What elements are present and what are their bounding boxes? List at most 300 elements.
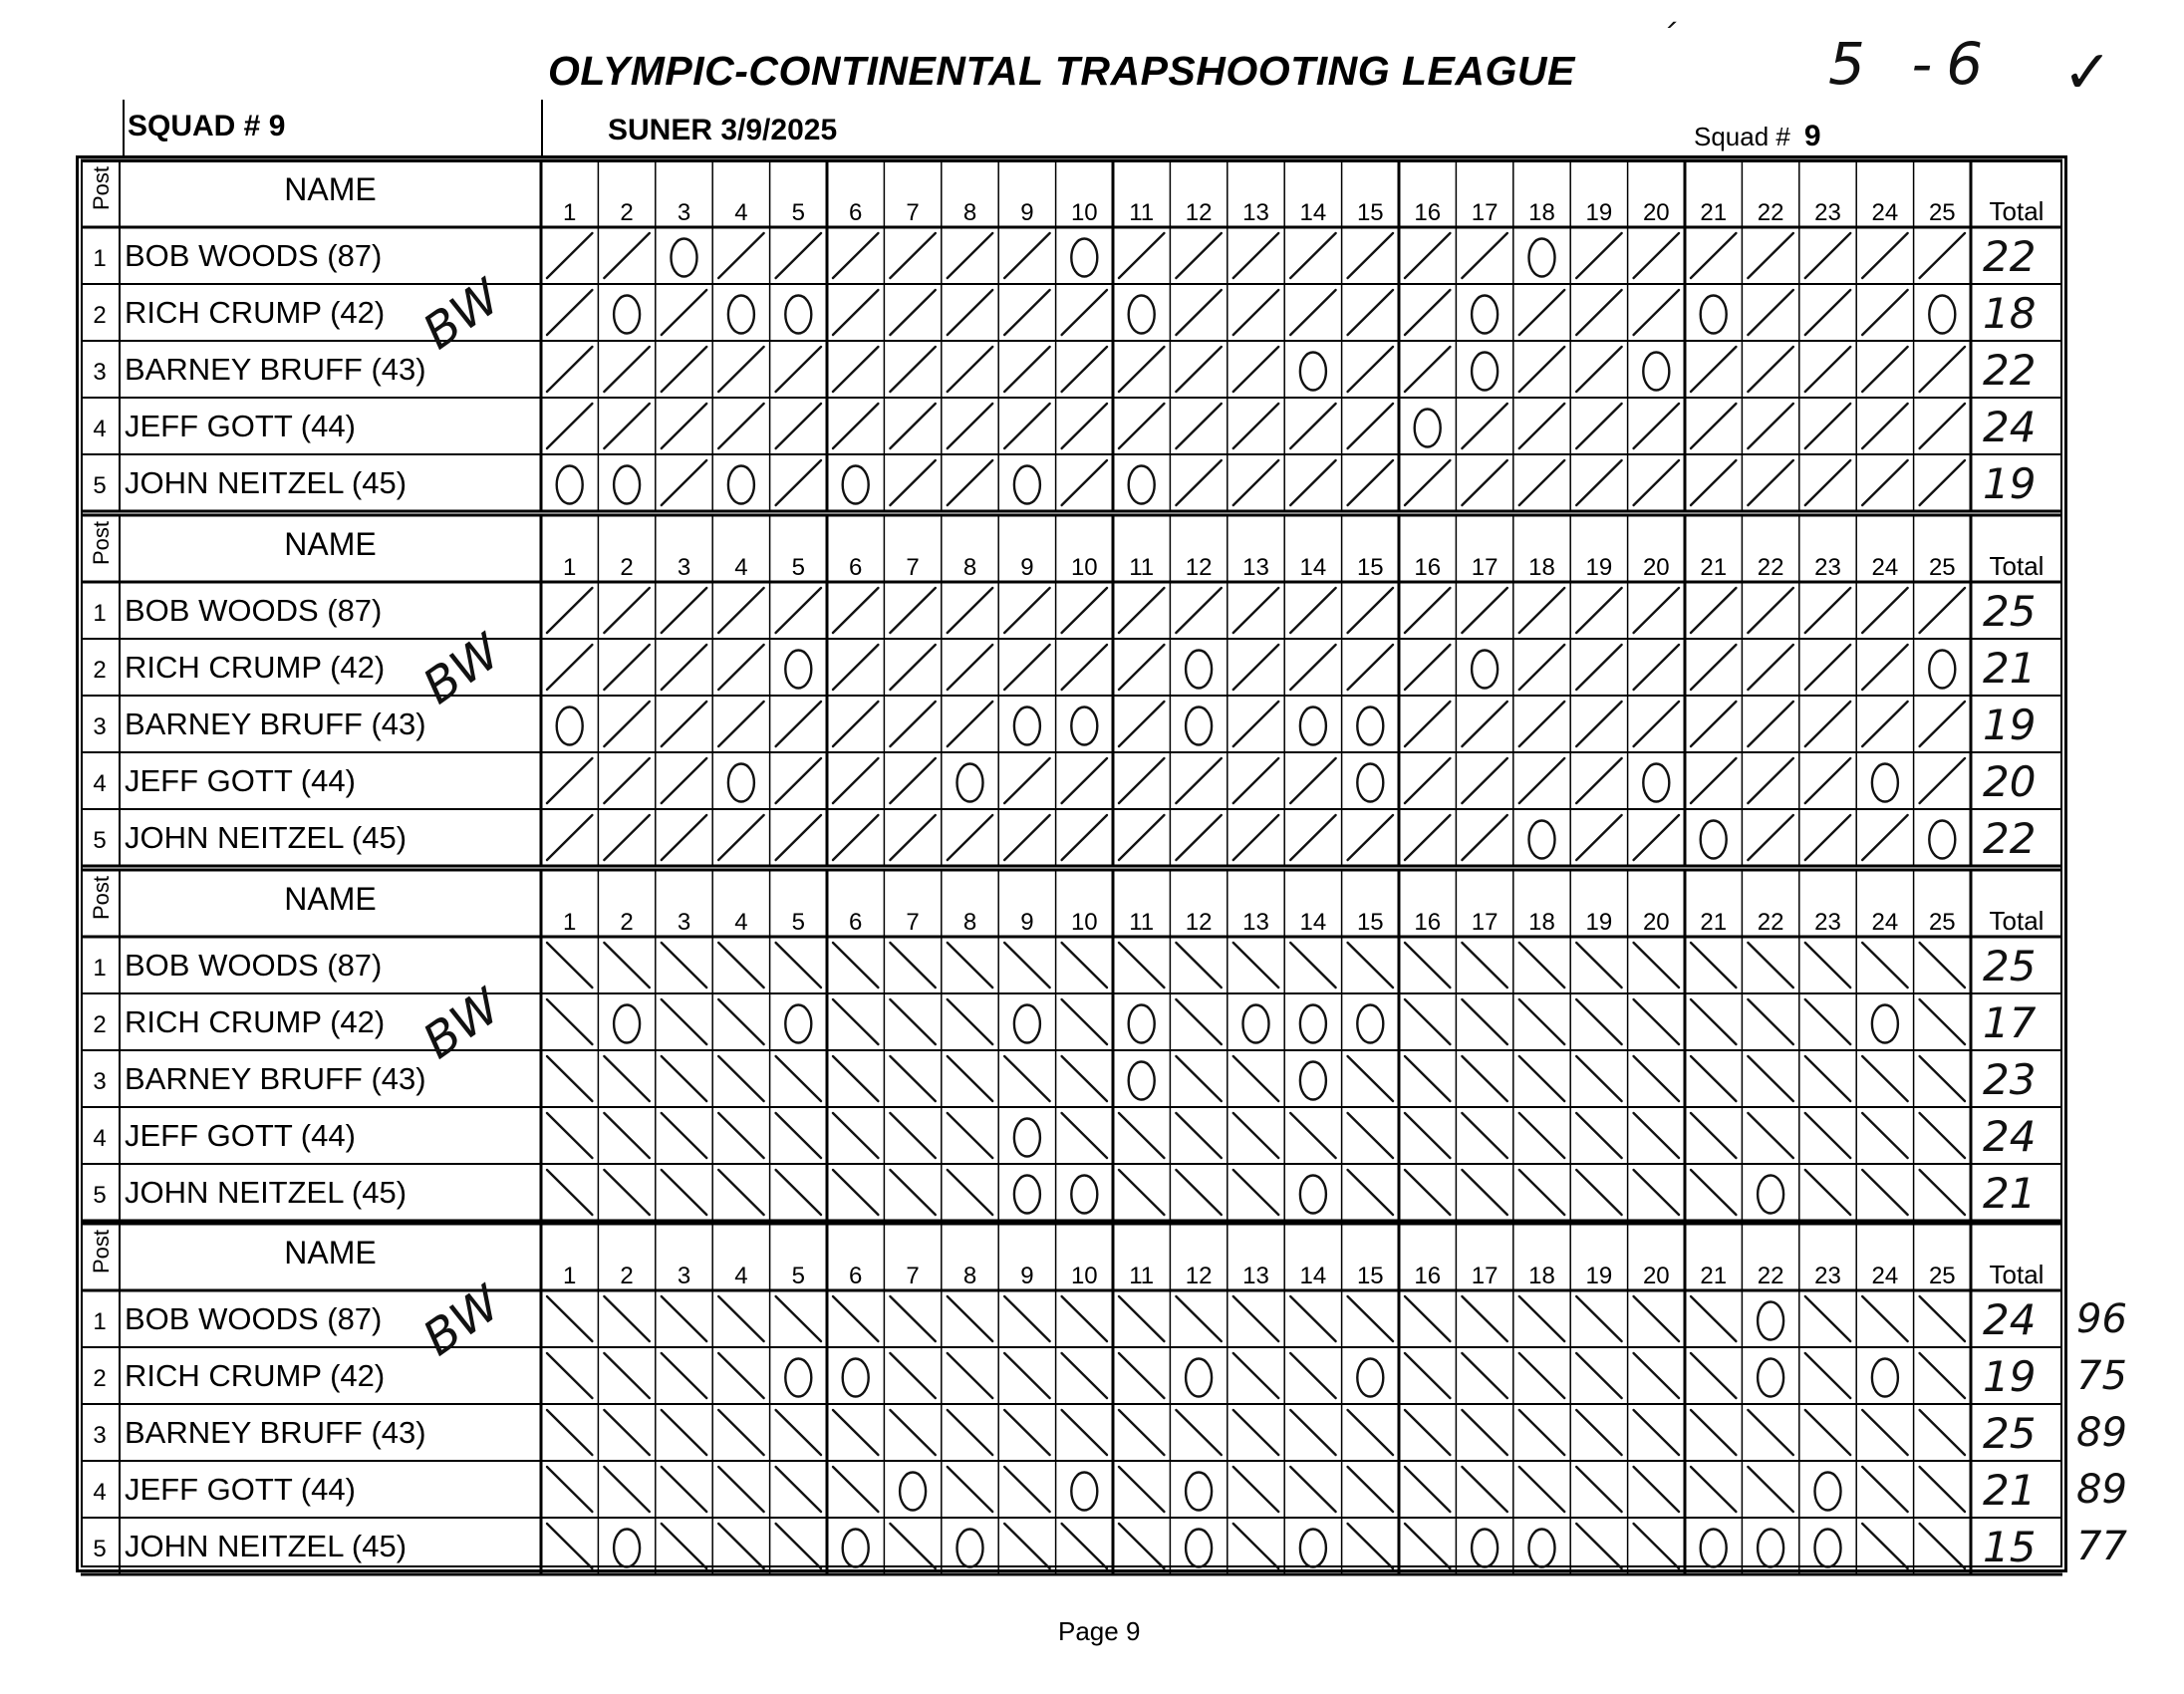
hit-mark xyxy=(1519,1170,1564,1215)
hit-mark xyxy=(1805,460,1850,505)
hit-mark xyxy=(1405,999,1450,1044)
hit-mark xyxy=(1519,290,1564,335)
hit-mark xyxy=(1576,1410,1621,1455)
hit-mark xyxy=(1462,1296,1506,1341)
hit-mark xyxy=(890,1296,935,1341)
miss-mark xyxy=(557,466,583,504)
post-number: 5 xyxy=(93,1536,107,1562)
station-number: 7 xyxy=(906,909,920,936)
station-number: 21 xyxy=(1700,554,1728,581)
hit-mark xyxy=(948,233,992,278)
hit-mark xyxy=(1862,702,1907,746)
post-number: 3 xyxy=(93,359,107,386)
hit-mark xyxy=(1176,1170,1221,1215)
hit-mark xyxy=(1062,758,1107,803)
hit-mark xyxy=(1519,1353,1564,1398)
hit-mark xyxy=(547,1170,592,1215)
hit-mark xyxy=(776,1113,821,1158)
hit-mark xyxy=(1691,1410,1736,1455)
hit-mark xyxy=(547,815,592,860)
player-name: RICH CRUMP (42) xyxy=(125,1004,386,1039)
hit-mark xyxy=(1576,1353,1621,1398)
player-name: BOB WOODS (87) xyxy=(125,593,383,628)
station-number: 20 xyxy=(1642,1263,1670,1289)
hit-mark xyxy=(890,758,935,803)
hit-mark xyxy=(1519,460,1564,505)
miss-mark xyxy=(1472,651,1498,689)
hit-mark xyxy=(604,1296,649,1341)
hit-mark xyxy=(1119,347,1164,392)
hit-mark xyxy=(1176,999,1221,1044)
hit-mark xyxy=(890,999,935,1044)
hit-mark xyxy=(1634,1410,1679,1455)
player-name: BARNEY BRUFF (43) xyxy=(125,706,426,741)
miss-mark xyxy=(957,1530,983,1567)
hit-mark xyxy=(1119,645,1164,690)
station-number: 9 xyxy=(1020,1263,1034,1289)
player-total: 21 xyxy=(1983,1466,2037,1515)
hit-mark xyxy=(1691,1296,1736,1341)
hit-mark xyxy=(662,1296,706,1341)
post-header: Post xyxy=(89,1229,114,1273)
hit-mark xyxy=(948,645,992,690)
miss-mark xyxy=(728,764,754,802)
player-grand-total: 77 xyxy=(2076,1524,2127,1569)
player-total: 25 xyxy=(1983,1409,2037,1458)
hit-mark xyxy=(1062,290,1107,335)
miss-mark xyxy=(1300,1530,1326,1567)
miss-mark xyxy=(1929,651,1955,689)
hit-mark xyxy=(718,999,763,1044)
hit-mark xyxy=(662,588,706,633)
hit-mark xyxy=(1691,233,1736,278)
hit-mark xyxy=(776,460,821,505)
hit-mark xyxy=(1748,645,1792,690)
hit-mark xyxy=(1462,758,1506,803)
miss-mark xyxy=(1186,1473,1212,1511)
hit-mark xyxy=(1634,645,1679,690)
miss-mark xyxy=(1014,1119,1040,1157)
hit-mark xyxy=(1233,645,1278,690)
hit-mark xyxy=(1748,1113,1792,1158)
hit-mark xyxy=(1576,815,1621,860)
hit-mark xyxy=(547,1410,592,1455)
hit-mark xyxy=(1805,999,1850,1044)
hit-mark xyxy=(890,943,935,988)
station-number: 1 xyxy=(563,554,577,581)
hit-mark xyxy=(1691,588,1736,633)
hit-mark xyxy=(1519,1056,1564,1101)
station-number: 11 xyxy=(1129,199,1155,226)
miss-mark xyxy=(1472,296,1498,334)
hit-mark xyxy=(1062,460,1107,505)
hit-mark xyxy=(948,347,992,392)
station-number: 14 xyxy=(1299,909,1327,936)
hit-mark xyxy=(604,1353,649,1398)
miss-mark xyxy=(1529,821,1555,859)
post-number: 2 xyxy=(93,1365,107,1392)
hit-mark xyxy=(1004,1056,1049,1101)
hit-mark xyxy=(1576,1296,1621,1341)
hit-mark xyxy=(604,1467,649,1512)
hit-mark xyxy=(1691,404,1736,448)
hit-mark xyxy=(833,1113,878,1158)
hit-mark xyxy=(1805,588,1850,633)
player-grand-total: 89 xyxy=(2076,1467,2127,1513)
hit-mark xyxy=(1405,1410,1450,1455)
hit-mark xyxy=(1233,347,1278,392)
miss-mark xyxy=(1071,1176,1097,1214)
player-grand-total: 75 xyxy=(2076,1353,2127,1399)
hit-mark xyxy=(948,1056,992,1101)
hit-mark xyxy=(1004,815,1049,860)
hit-mark xyxy=(1576,1524,1621,1568)
hit-mark xyxy=(1462,1410,1506,1455)
hit-mark xyxy=(662,1467,706,1512)
hit-mark xyxy=(1862,1524,1907,1568)
hit-mark xyxy=(1176,1296,1221,1341)
hit-mark xyxy=(547,758,592,803)
tick-mark-icon: ˊ xyxy=(1659,18,1676,58)
hit-mark xyxy=(1691,1113,1736,1158)
hit-mark xyxy=(1634,815,1679,860)
hit-mark xyxy=(1119,1170,1164,1215)
miss-mark xyxy=(1014,707,1040,745)
hit-mark xyxy=(1462,1353,1506,1398)
hit-mark xyxy=(718,588,763,633)
hit-mark xyxy=(1062,1056,1107,1101)
miss-mark xyxy=(1300,1062,1326,1100)
hit-mark xyxy=(1634,1170,1679,1215)
hit-mark xyxy=(1233,1296,1278,1341)
hit-mark xyxy=(1062,347,1107,392)
player-name: JOHN NEITZEL (45) xyxy=(125,1175,408,1210)
miss-mark xyxy=(1129,466,1155,504)
hit-mark xyxy=(1348,233,1393,278)
station-number: 16 xyxy=(1414,1263,1442,1289)
hit-mark xyxy=(890,588,935,633)
hit-mark xyxy=(1920,702,1965,746)
hit-mark xyxy=(1862,815,1907,860)
player-name: JEFF GOTT (44) xyxy=(125,763,356,798)
miss-mark xyxy=(614,466,640,504)
hit-mark xyxy=(890,1410,935,1455)
hit-mark xyxy=(718,1296,763,1341)
hit-mark xyxy=(1348,404,1393,448)
hit-mark xyxy=(1634,1524,1679,1568)
post-number: 1 xyxy=(93,1308,107,1335)
hit-mark xyxy=(1805,702,1850,746)
player-total: 15 xyxy=(1983,1523,2037,1571)
hit-mark xyxy=(1062,645,1107,690)
hit-mark xyxy=(604,588,649,633)
station-number: 15 xyxy=(1356,1263,1384,1289)
hit-mark xyxy=(1405,1170,1450,1215)
hit-mark xyxy=(1576,460,1621,505)
hit-mark xyxy=(833,815,878,860)
player-name: BARNEY BRUFF (43) xyxy=(125,1415,426,1450)
hit-mark xyxy=(1691,460,1736,505)
hit-mark xyxy=(1119,943,1164,988)
hit-mark xyxy=(1576,702,1621,746)
hit-mark xyxy=(1634,1056,1679,1101)
hit-mark xyxy=(1004,347,1049,392)
station-number: 18 xyxy=(1528,199,1555,226)
miss-mark xyxy=(785,1359,811,1397)
post-number: 1 xyxy=(93,245,107,272)
hit-mark xyxy=(1062,815,1107,860)
hit-mark xyxy=(1748,815,1792,860)
name-header: NAME xyxy=(284,526,377,562)
station-number: 25 xyxy=(1928,1263,1956,1289)
hit-mark xyxy=(890,1524,935,1568)
hit-mark xyxy=(1290,1296,1335,1341)
hit-mark xyxy=(604,1170,649,1215)
hit-mark xyxy=(1691,645,1736,690)
hit-mark xyxy=(833,758,878,803)
hit-mark xyxy=(1348,1056,1393,1101)
hit-mark xyxy=(1233,1410,1278,1455)
hit-mark xyxy=(718,645,763,690)
station-number: 2 xyxy=(620,1263,634,1289)
station-number: 6 xyxy=(849,554,863,581)
hit-mark xyxy=(1348,815,1393,860)
page-title: OLYMPIC-CONTINENTAL TRAPSHOOTING LEAGUE xyxy=(548,48,1575,94)
station-number: 12 xyxy=(1185,1263,1213,1289)
hit-mark xyxy=(1748,943,1792,988)
hit-mark xyxy=(1462,1113,1506,1158)
hit-mark xyxy=(547,588,592,633)
station-number: 10 xyxy=(1070,554,1098,581)
hit-mark xyxy=(1405,758,1450,803)
miss-mark xyxy=(1014,1176,1040,1214)
post-number: 3 xyxy=(93,1422,107,1449)
hit-mark xyxy=(776,702,821,746)
miss-mark xyxy=(1014,1005,1040,1043)
station-number: 13 xyxy=(1242,554,1269,581)
hit-mark xyxy=(604,1410,649,1455)
hit-mark xyxy=(890,460,935,505)
hit-mark xyxy=(1862,1113,1907,1158)
hit-mark xyxy=(1233,460,1278,505)
miss-mark xyxy=(1815,1473,1841,1511)
hit-mark xyxy=(1634,702,1679,746)
hit-mark xyxy=(1119,1296,1164,1341)
miss-mark xyxy=(1129,1005,1155,1043)
hit-mark xyxy=(1920,460,1965,505)
name-header: NAME xyxy=(284,881,377,917)
hit-mark xyxy=(1462,1056,1506,1101)
hit-mark xyxy=(1920,1467,1965,1512)
station-number: 11 xyxy=(1129,909,1155,936)
hit-mark xyxy=(1004,404,1049,448)
hit-mark xyxy=(1805,1296,1850,1341)
miss-mark xyxy=(1758,1359,1783,1397)
hit-mark xyxy=(1920,588,1965,633)
hit-mark xyxy=(890,815,935,860)
hit-mark xyxy=(948,1467,992,1512)
hit-mark xyxy=(948,815,992,860)
hit-mark xyxy=(1748,404,1792,448)
hit-mark xyxy=(1462,233,1506,278)
miss-mark xyxy=(1357,707,1383,745)
hit-mark xyxy=(776,943,821,988)
hit-mark xyxy=(547,1467,592,1512)
hit-mark xyxy=(718,1410,763,1455)
hit-mark xyxy=(1462,702,1506,746)
post-number: 1 xyxy=(93,600,107,627)
hit-mark xyxy=(1062,1524,1107,1568)
miss-mark xyxy=(785,651,811,689)
hit-mark xyxy=(1748,999,1792,1044)
hit-mark xyxy=(1748,290,1792,335)
post-number: 4 xyxy=(93,1125,107,1152)
hit-mark xyxy=(1176,290,1221,335)
hit-mark xyxy=(1691,1056,1736,1101)
hit-mark xyxy=(718,1353,763,1398)
miss-mark xyxy=(1758,1530,1783,1567)
post-number: 5 xyxy=(93,472,107,499)
player-name: JOHN NEITZEL (45) xyxy=(125,820,408,855)
player-total: 24 xyxy=(1983,1295,2037,1344)
hit-mark xyxy=(948,999,992,1044)
hit-mark xyxy=(1233,758,1278,803)
hit-mark xyxy=(1176,1056,1221,1101)
miss-mark xyxy=(1014,466,1040,504)
hit-mark xyxy=(1576,1056,1621,1101)
miss-mark xyxy=(1071,1473,1097,1511)
hit-mark xyxy=(662,1113,706,1158)
post-number: 2 xyxy=(93,1011,107,1038)
hit-mark xyxy=(1748,758,1792,803)
hit-mark xyxy=(1920,1170,1965,1215)
hit-mark xyxy=(1348,645,1393,690)
post-header: Post xyxy=(89,875,114,920)
player-total: 21 xyxy=(1983,1169,2037,1218)
hit-mark xyxy=(1062,1296,1107,1341)
hit-mark xyxy=(1862,290,1907,335)
hit-mark xyxy=(1233,1113,1278,1158)
miss-mark xyxy=(1300,1005,1326,1043)
miss-mark xyxy=(1701,296,1727,334)
hit-mark xyxy=(662,1353,706,1398)
hit-mark xyxy=(1862,1467,1907,1512)
hit-mark xyxy=(1119,1524,1164,1568)
player-total: 24 xyxy=(1983,1112,2037,1161)
hit-mark xyxy=(1748,233,1792,278)
hit-mark xyxy=(1519,1467,1564,1512)
hit-mark xyxy=(1290,645,1335,690)
hit-mark xyxy=(547,290,592,335)
hit-mark xyxy=(1290,460,1335,505)
hit-mark xyxy=(1634,1113,1679,1158)
player-name: RICH CRUMP (42) xyxy=(125,295,386,330)
hit-mark xyxy=(1920,1056,1965,1101)
hit-mark xyxy=(1405,702,1450,746)
hit-mark xyxy=(776,758,821,803)
hit-mark xyxy=(1519,645,1564,690)
miss-mark xyxy=(843,466,869,504)
miss-mark xyxy=(1472,1530,1498,1567)
station-number: 2 xyxy=(620,554,634,581)
hit-mark xyxy=(890,233,935,278)
hit-mark xyxy=(718,943,763,988)
hit-mark xyxy=(948,1296,992,1341)
hit-mark xyxy=(662,1410,706,1455)
miss-mark xyxy=(1071,707,1097,745)
hit-mark xyxy=(1062,943,1107,988)
player-total: 22 xyxy=(1983,232,2037,281)
miss-mark xyxy=(1929,296,1955,334)
hit-mark xyxy=(1405,460,1450,505)
hit-mark xyxy=(1004,645,1049,690)
hit-mark xyxy=(1920,1296,1965,1341)
player-total: 25 xyxy=(1983,942,2037,990)
station-number: 13 xyxy=(1242,199,1269,226)
hit-mark xyxy=(1119,1467,1164,1512)
hit-mark xyxy=(1290,1467,1335,1512)
station-number: 18 xyxy=(1528,554,1555,581)
hit-mark xyxy=(1862,1410,1907,1455)
hit-mark xyxy=(1920,1113,1965,1158)
hit-mark xyxy=(1348,1467,1393,1512)
player-name: JEFF GOTT (44) xyxy=(125,409,356,443)
station-number: 25 xyxy=(1928,554,1956,581)
station-number: 22 xyxy=(1757,909,1784,936)
miss-mark xyxy=(1186,707,1212,745)
miss-mark xyxy=(1300,707,1326,745)
hit-mark xyxy=(1233,588,1278,633)
hit-mark xyxy=(1004,588,1049,633)
hit-mark xyxy=(604,645,649,690)
player-name: JEFF GOTT (44) xyxy=(125,1472,356,1507)
hit-mark xyxy=(662,460,706,505)
hit-mark xyxy=(833,290,878,335)
station-number: 19 xyxy=(1585,909,1613,936)
hit-mark xyxy=(1691,347,1736,392)
miss-mark xyxy=(614,1530,640,1567)
hit-mark xyxy=(890,645,935,690)
hit-mark xyxy=(1348,1113,1393,1158)
squad-number-label: Squad # xyxy=(1694,122,1790,151)
station-number: 15 xyxy=(1356,554,1384,581)
hit-mark xyxy=(1004,1296,1049,1341)
station-number: 25 xyxy=(1928,909,1956,936)
hit-mark xyxy=(1290,588,1335,633)
hit-mark xyxy=(1462,1170,1506,1215)
hit-mark xyxy=(604,702,649,746)
hit-mark xyxy=(1748,588,1792,633)
station-number: 13 xyxy=(1242,1263,1269,1289)
hit-mark xyxy=(1290,943,1335,988)
post-header: Post xyxy=(89,165,114,210)
hit-mark xyxy=(1119,815,1164,860)
station-number: 22 xyxy=(1757,554,1784,581)
hit-mark xyxy=(1862,1056,1907,1101)
player-name: BARNEY BRUFF (43) xyxy=(125,1061,426,1096)
miss-mark xyxy=(1701,1530,1727,1567)
hit-mark xyxy=(604,815,649,860)
hit-mark xyxy=(604,1056,649,1101)
hit-mark xyxy=(1176,758,1221,803)
station-number: 22 xyxy=(1757,1263,1784,1289)
hit-mark xyxy=(948,290,992,335)
player-name: RICH CRUMP (42) xyxy=(125,1358,386,1393)
hit-mark xyxy=(948,588,992,633)
station-number: 3 xyxy=(677,1263,691,1289)
hit-mark xyxy=(1462,588,1506,633)
hit-mark xyxy=(1576,290,1621,335)
